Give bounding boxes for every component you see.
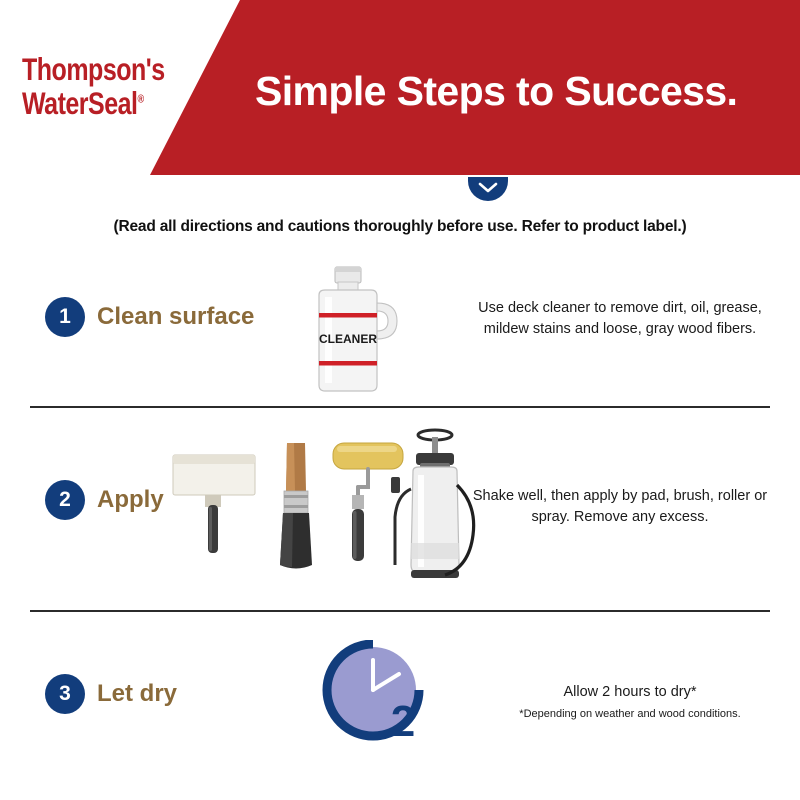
- step-number-badge-2: 2: [45, 480, 85, 520]
- header-banner: [0, 0, 800, 175]
- applicators-icon: [165, 425, 485, 590]
- step-description-1: Use deck cleaner to remove dirt, oil, grease, mildew stains and loose, gray wood fibers.: [478, 300, 762, 337]
- section-divider-2: [30, 610, 770, 612]
- brand-logo-line1: Thompson's: [22, 52, 165, 88]
- pump-sprayer-icon: [391, 430, 474, 578]
- brand-logo-line2-text: WaterSeal: [22, 86, 138, 122]
- step-label-1: Clean surface: [97, 303, 255, 330]
- paint-brush-icon: [280, 443, 312, 569]
- step-number-badge-1: 1: [45, 297, 85, 337]
- step-number-badge-3: 3: [45, 674, 85, 714]
- step-description-2: Shake well, then apply by pad, brush, roller or spray. Remove any excess.: [472, 488, 768, 525]
- brand-registered-mark: ®: [137, 92, 144, 105]
- step-label-3: Let dry: [97, 680, 178, 707]
- clock-hours-number: 2: [390, 697, 416, 746]
- cleaner-jug-icon: [305, 265, 415, 395]
- step-description-3-note: *Depending on weather and wood conditions.: [519, 708, 741, 720]
- cleaner-jug-label: CLEANER: [318, 332, 378, 346]
- brand-logo-line2: [22, 86, 217, 122]
- pad-applicator-icon: [173, 455, 255, 553]
- clock-icon: [315, 640, 440, 755]
- section-divider-1: [30, 406, 770, 408]
- chevron-down-icon: [468, 177, 508, 203]
- step-description-3: Allow 2 hours to dry*: [563, 684, 697, 700]
- instructions-subtitle: (Read all directions and cautions thoroughly before use. Refer to product label.): [113, 218, 687, 235]
- step-label-2: Apply: [97, 486, 164, 513]
- brand-logo: [22, 52, 217, 122]
- page-title: Simple Steps to Success.: [255, 68, 738, 114]
- paint-roller-icon: [333, 443, 403, 561]
